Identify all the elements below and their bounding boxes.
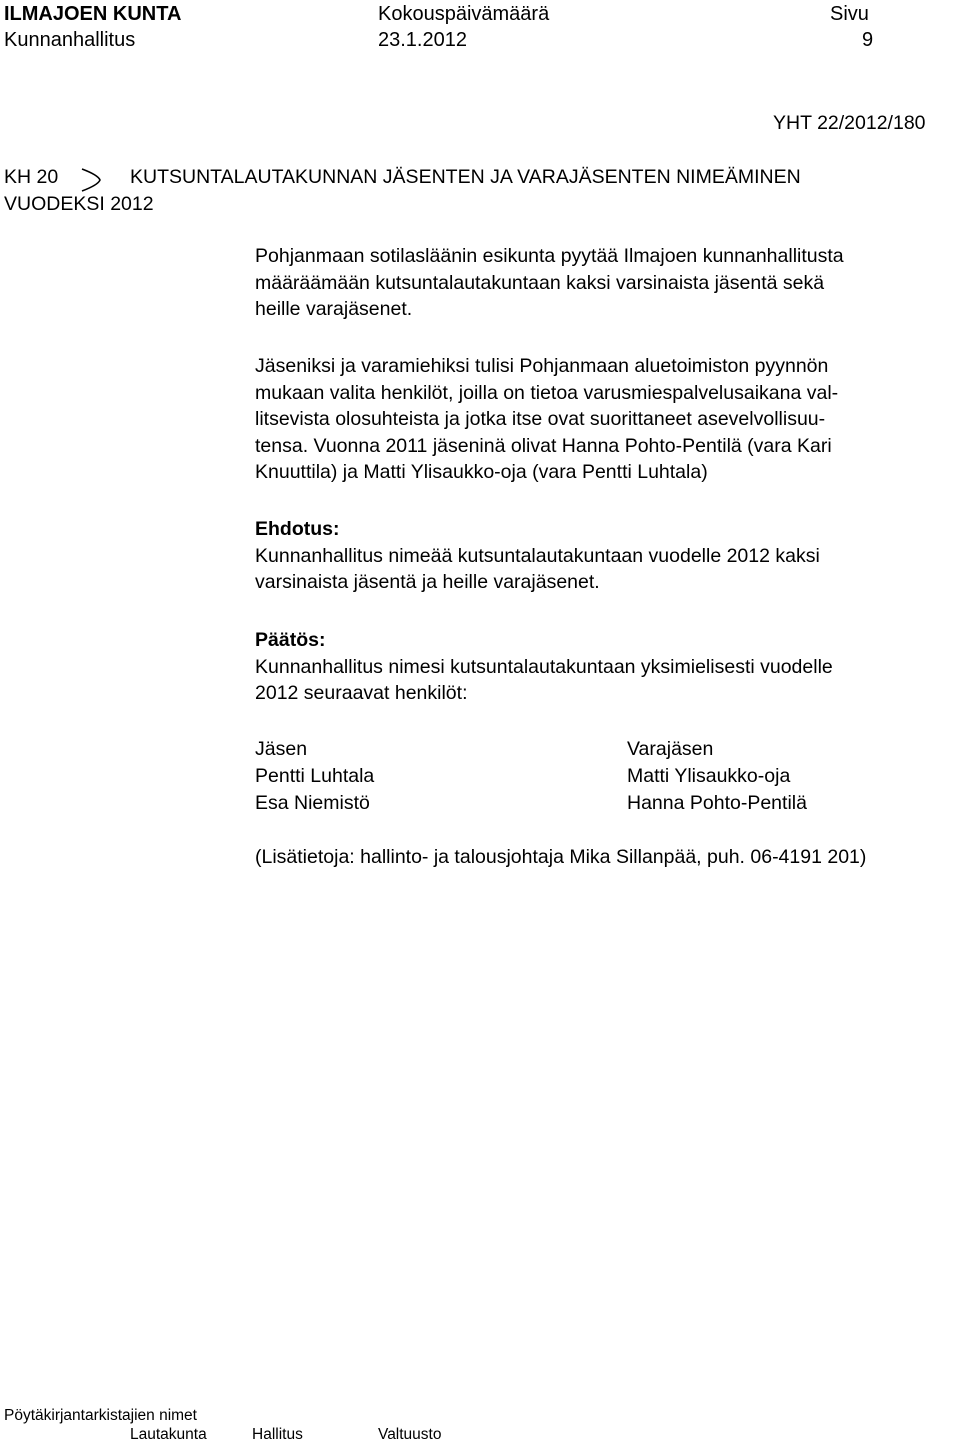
meeting-date-label: Kokouspäivämäärä <box>378 3 550 25</box>
decision-line: 2012 seuraavat henkilöt: <box>255 682 468 704</box>
proposal-section <box>255 516 935 596</box>
paragraph-line: Pohjanmaan sotilasläänin esikunta pyytää Ilmajoen kunnanhallitusta <box>255 245 844 267</box>
page-number: 9 <box>862 29 874 51</box>
item-title-line1: KUTSUNTALAUTAKUNNAN JÄSENTEN JA VARAJÄSENTEN NIMEÄMINEN <box>130 166 801 188</box>
meeting-date: 23.1.2012 <box>378 29 467 51</box>
section-mark-icon <box>80 167 102 193</box>
contact-info: (Lisätietoja: hallinto- ja talousjohtaja Mika Sillanpää, puh. 06-4191 201) <box>255 846 867 868</box>
paragraph-request <box>255 243 935 323</box>
body-name: Kunnanhallitus <box>4 29 136 51</box>
deputy-name: Hanna Pohto-Pentilä <box>627 792 807 814</box>
reference-code: YHT 22/2012/180 <box>773 112 926 134</box>
paragraph-line: heille varajäsenet. <box>255 298 413 320</box>
decision-heading: Päätös: <box>255 629 326 651</box>
page-label: Sivu <box>830 3 869 25</box>
paragraph-line: tensa. Vuonna 2011 jäseninä olivat Hanna Pohto-Pentilä (vara Kari <box>255 434 832 457</box>
paragraph-line: määräämään kutsuntalautakuntaan kaksi varsinaista jäsentä sekä <box>255 271 825 294</box>
paragraph-line: Knuuttila) ja Matti Ylisaukko-oja (vara Pentti Luhtala) <box>255 461 708 483</box>
proposal-line: varsinaista jäsentä ja heille varajäsenet. <box>255 571 600 593</box>
footer-column-council: Valtuusto <box>378 1426 442 1443</box>
member-name: Pentti Luhtala <box>255 765 375 787</box>
paragraph-line: mukaan valita henkilöt, joilla on tietoa varusmiespalvelusaikana val- <box>255 381 839 404</box>
paragraph-line: Jäseniksi ja varamiehiksi tulisi Pohjanmaan aluetoimiston pyynnön <box>255 355 829 377</box>
decision-section <box>255 627 935 707</box>
decision-line: Kunnanhallitus nimesi kutsuntalautakuntaan yksimielisesti vuodelle <box>255 655 833 678</box>
organization-name: ILMAJOEN KUNTA <box>4 3 182 25</box>
proposal-heading: Ehdotus: <box>255 518 340 540</box>
item-title-line2: VUODEKSI 2012 <box>4 193 154 215</box>
footer-column-board: Lautakunta <box>130 1426 207 1443</box>
paragraph-line: litsevista olosuhteista ja jotka itse ovat suorittaneet asevelvollisuu- <box>255 408 826 430</box>
item-number: KH 20 <box>4 166 59 188</box>
column-header-deputy: Varajäsen <box>627 738 714 760</box>
deputy-name: Matti Ylisaukko-oja <box>627 765 791 787</box>
footer-column-government: Hallitus <box>252 1426 303 1443</box>
paragraph-background <box>255 353 935 486</box>
proposal-line: Kunnanhallitus nimeää kutsuntalautakuntaan vuodelle 2012 kaksi <box>255 544 820 567</box>
minutes-checkers-label: Pöytäkirjantarkistajien nimet <box>4 1407 197 1424</box>
member-name: Esa Niemistö <box>255 792 370 814</box>
column-header-member: Jäsen <box>255 738 308 760</box>
